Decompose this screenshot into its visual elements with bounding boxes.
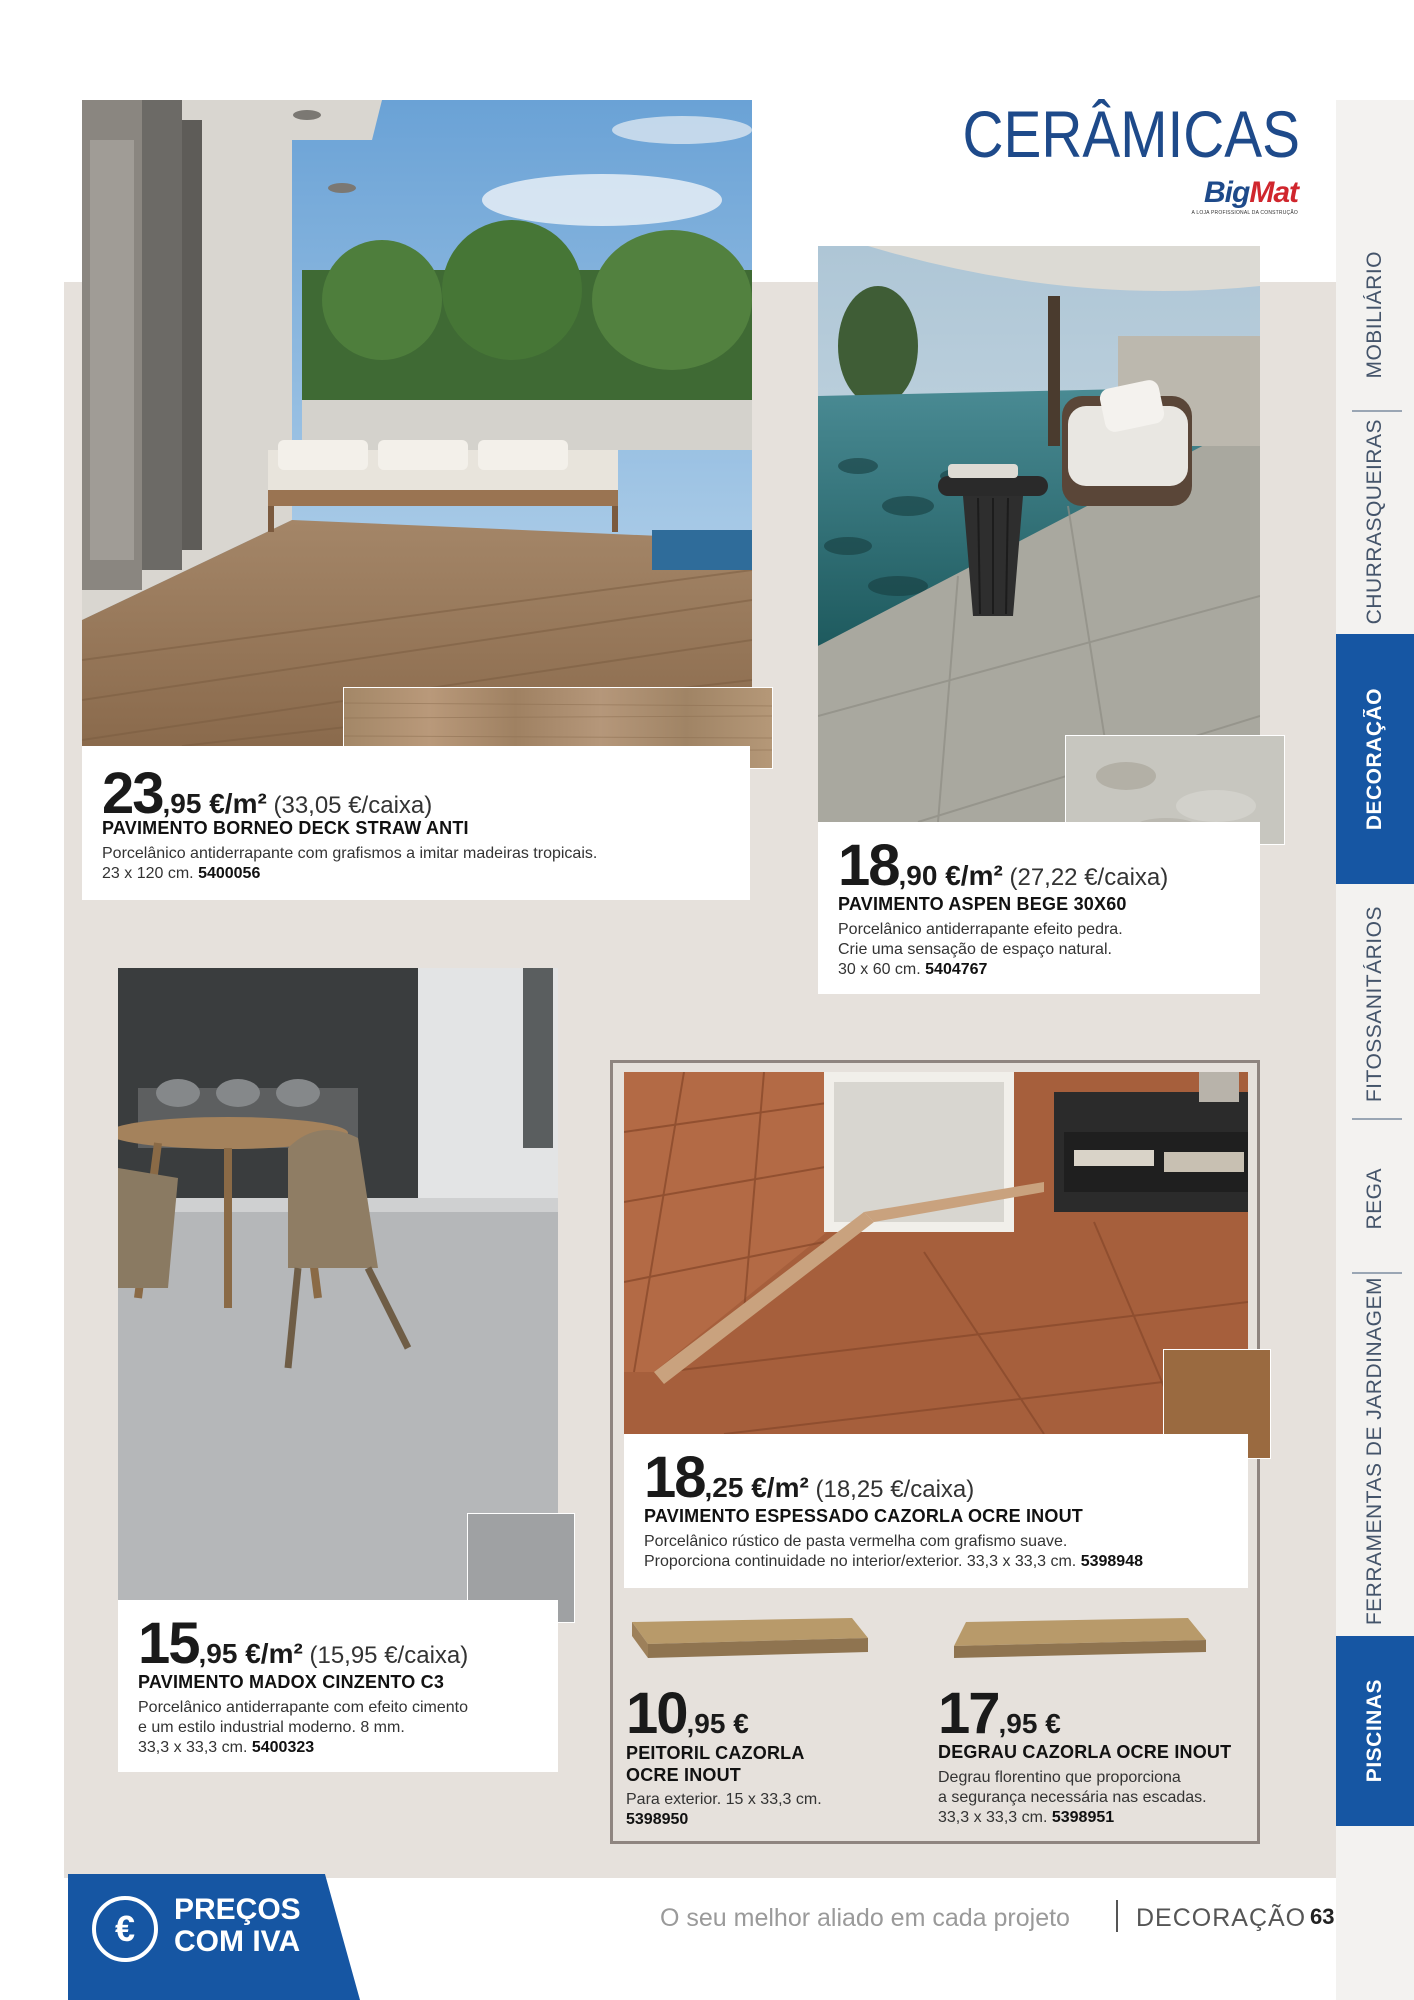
name-line: OCRE INOUT xyxy=(626,1765,742,1785)
borneo-info-card xyxy=(82,746,750,900)
description-line: Proporciona continuidade no interior/exterior. 33,3 x 33,3 cm. xyxy=(644,1553,1077,1570)
peitoril-description xyxy=(626,1790,866,1830)
price-integer: 18 xyxy=(838,833,899,898)
price-unit: € xyxy=(725,1708,749,1739)
logo-subtitle: A LOJA PROFISSIONAL DA CONSTRUÇÃO xyxy=(1191,210,1298,216)
nav-divider xyxy=(1352,1272,1402,1274)
reference-code: 5398951 xyxy=(1051,1809,1115,1826)
price-unit: €/m² xyxy=(237,1638,303,1669)
borneo-terrace-photo xyxy=(82,100,752,746)
nav-label: REGA xyxy=(1363,1168,1386,1230)
description-line: Degrau florentino que proporciona xyxy=(938,1769,1181,1786)
dimensions: 33,3 x 33,3 cm. xyxy=(938,1809,1048,1826)
description-line: a segurança necessária nas escadas. xyxy=(938,1789,1207,1806)
page-title: CERÂMICAS xyxy=(962,97,1300,171)
madox-info-card xyxy=(118,1600,558,1772)
nav-label: FERRAMENTAS DE JARDINAGEM xyxy=(1363,1276,1386,1626)
reference-code: 5400323 xyxy=(251,1739,315,1756)
description-line: e um estilo industrial moderno. 8 mm. xyxy=(138,1719,405,1736)
cazorla-name: PAVIMENTO ESPESSADO CAZORLA OCRE INOUT xyxy=(644,1506,1083,1526)
nav-label: MOBILIÁRIO xyxy=(1363,251,1386,379)
nav-item-churrasqueiras[interactable] xyxy=(1336,419,1414,625)
logo-text-big: Big xyxy=(1204,176,1250,209)
reference-code: 5398948 xyxy=(1080,1553,1143,1570)
price-per-box: (15,95 €/caixa) xyxy=(302,1642,469,1669)
degrau-price xyxy=(938,1680,1061,1747)
nav-label: CHURRASQUEIRAS xyxy=(1363,419,1386,625)
description-line: Para exterior. 15 x 33,3 cm. xyxy=(626,1791,822,1808)
dimensions: 33,3 x 33,3 cm. xyxy=(138,1739,248,1756)
price-decimal: ,25 xyxy=(704,1472,744,1503)
price-per-box: (18,25 €/caixa) xyxy=(808,1476,975,1503)
price-integer: 18 xyxy=(644,1445,705,1510)
price-per-box: (27,22 €/caixa) xyxy=(1002,864,1169,891)
degrau-name: DEGRAU CAZORLA OCRE INOUT xyxy=(938,1742,1232,1762)
aspen-description xyxy=(838,920,1248,980)
nav-item-rega[interactable] xyxy=(1336,1124,1414,1274)
peitoril-product-image xyxy=(622,1612,872,1682)
bigmat-logo xyxy=(1188,176,1298,216)
aspen-info-card xyxy=(818,822,1260,994)
price-integer: 17 xyxy=(938,1681,999,1746)
price-decimal: ,95 xyxy=(162,788,202,819)
price-unit: €/m² xyxy=(937,860,1003,891)
euro-icon: € xyxy=(92,1896,158,1962)
price-unit: €/m² xyxy=(201,788,267,819)
price-integer: 23 xyxy=(102,761,163,826)
reference-code: 5398950 xyxy=(626,1811,689,1828)
madox-patio-photo xyxy=(118,968,558,1600)
description-line: Porcelânico rústico de pasta vermelha com grafismo suave. xyxy=(644,1533,1068,1550)
nav-item-mobiliario[interactable] xyxy=(1336,220,1414,410)
aspen-name: PAVIMENTO ASPEN BEGE 30X60 xyxy=(838,894,1127,914)
footer-divider xyxy=(1116,1900,1118,1932)
nav-item-fitossanitarios[interactable] xyxy=(1336,896,1414,1112)
degrau-product-image xyxy=(944,1612,1214,1682)
nav-item-ferramentas[interactable] xyxy=(1336,1276,1414,1626)
peitoril-price xyxy=(626,1680,749,1747)
madox-name: PAVIMENTO MADOX CINZENTO C3 xyxy=(138,1672,445,1692)
price-decimal: ,95 xyxy=(686,1708,726,1739)
description-line: Crie uma sensação de espaço natural. xyxy=(838,941,1112,958)
price-decimal: ,90 xyxy=(898,860,938,891)
cazorla-interior-photo xyxy=(624,1072,1248,1434)
peitoril-name xyxy=(626,1742,805,1786)
borneo-description xyxy=(102,844,742,884)
price-unit: € xyxy=(1037,1708,1061,1739)
madox-price xyxy=(138,1610,468,1677)
dimensions: 30 x 60 cm. xyxy=(838,961,921,978)
logo-text-mat: Mat xyxy=(1249,176,1298,209)
nav-item-decoracao[interactable] xyxy=(1336,634,1414,884)
badge-line: PREÇOS xyxy=(174,1893,301,1926)
cazorla-info-card xyxy=(624,1434,1248,1588)
cazorla-price xyxy=(644,1444,974,1511)
description-line: Porcelânico antiderrapante com grafismos a imitar madeiras tropicais. xyxy=(102,845,598,862)
nav-item-piscinas[interactable] xyxy=(1336,1636,1414,1826)
description-line: Porcelânico antiderrapante efeito pedra. xyxy=(838,921,1123,938)
dimensions: 23 x 120 cm. xyxy=(102,865,194,882)
aspen-price xyxy=(838,832,1168,899)
price-decimal: ,95 xyxy=(998,1708,1038,1739)
price-per-box: (33,05 €/caixa) xyxy=(266,792,433,819)
nav-divider xyxy=(1352,1118,1402,1120)
nav-label: DECORAÇÃO xyxy=(1363,687,1386,831)
reference-code: 5404767 xyxy=(925,961,988,978)
description-line: Porcelânico antiderrapante com efeito cimento xyxy=(138,1699,468,1716)
borneo-name: PAVIMENTO BORNEO DECK STRAW ANTI xyxy=(102,818,469,838)
price-decimal: ,95 xyxy=(198,1638,238,1669)
madox-description xyxy=(138,1698,548,1758)
footer-tagline: O seu melhor aliado em cada projeto xyxy=(660,1904,1070,1932)
footer-section: DECORAÇÃO xyxy=(1136,1904,1307,1932)
nav-label: PISCINAS xyxy=(1363,1679,1386,1783)
badge-line: COM IVA xyxy=(174,1925,301,1958)
degrau-description xyxy=(938,1768,1248,1828)
page-number: 63 xyxy=(1310,1904,1335,1929)
prices-with-vat-text xyxy=(174,1894,301,1958)
price-unit: €/m² xyxy=(743,1472,809,1503)
name-line: PEITORIL CAZORLA xyxy=(626,1743,805,1763)
reference-code: 5400056 xyxy=(198,865,261,882)
nav-divider xyxy=(1352,410,1402,412)
cazorla-description xyxy=(644,1532,1244,1572)
nav-label: FITOSSANITÁRIOS xyxy=(1363,905,1386,1103)
price-integer: 10 xyxy=(626,1681,687,1746)
price-integer: 15 xyxy=(138,1611,199,1676)
borneo-price xyxy=(102,760,432,827)
